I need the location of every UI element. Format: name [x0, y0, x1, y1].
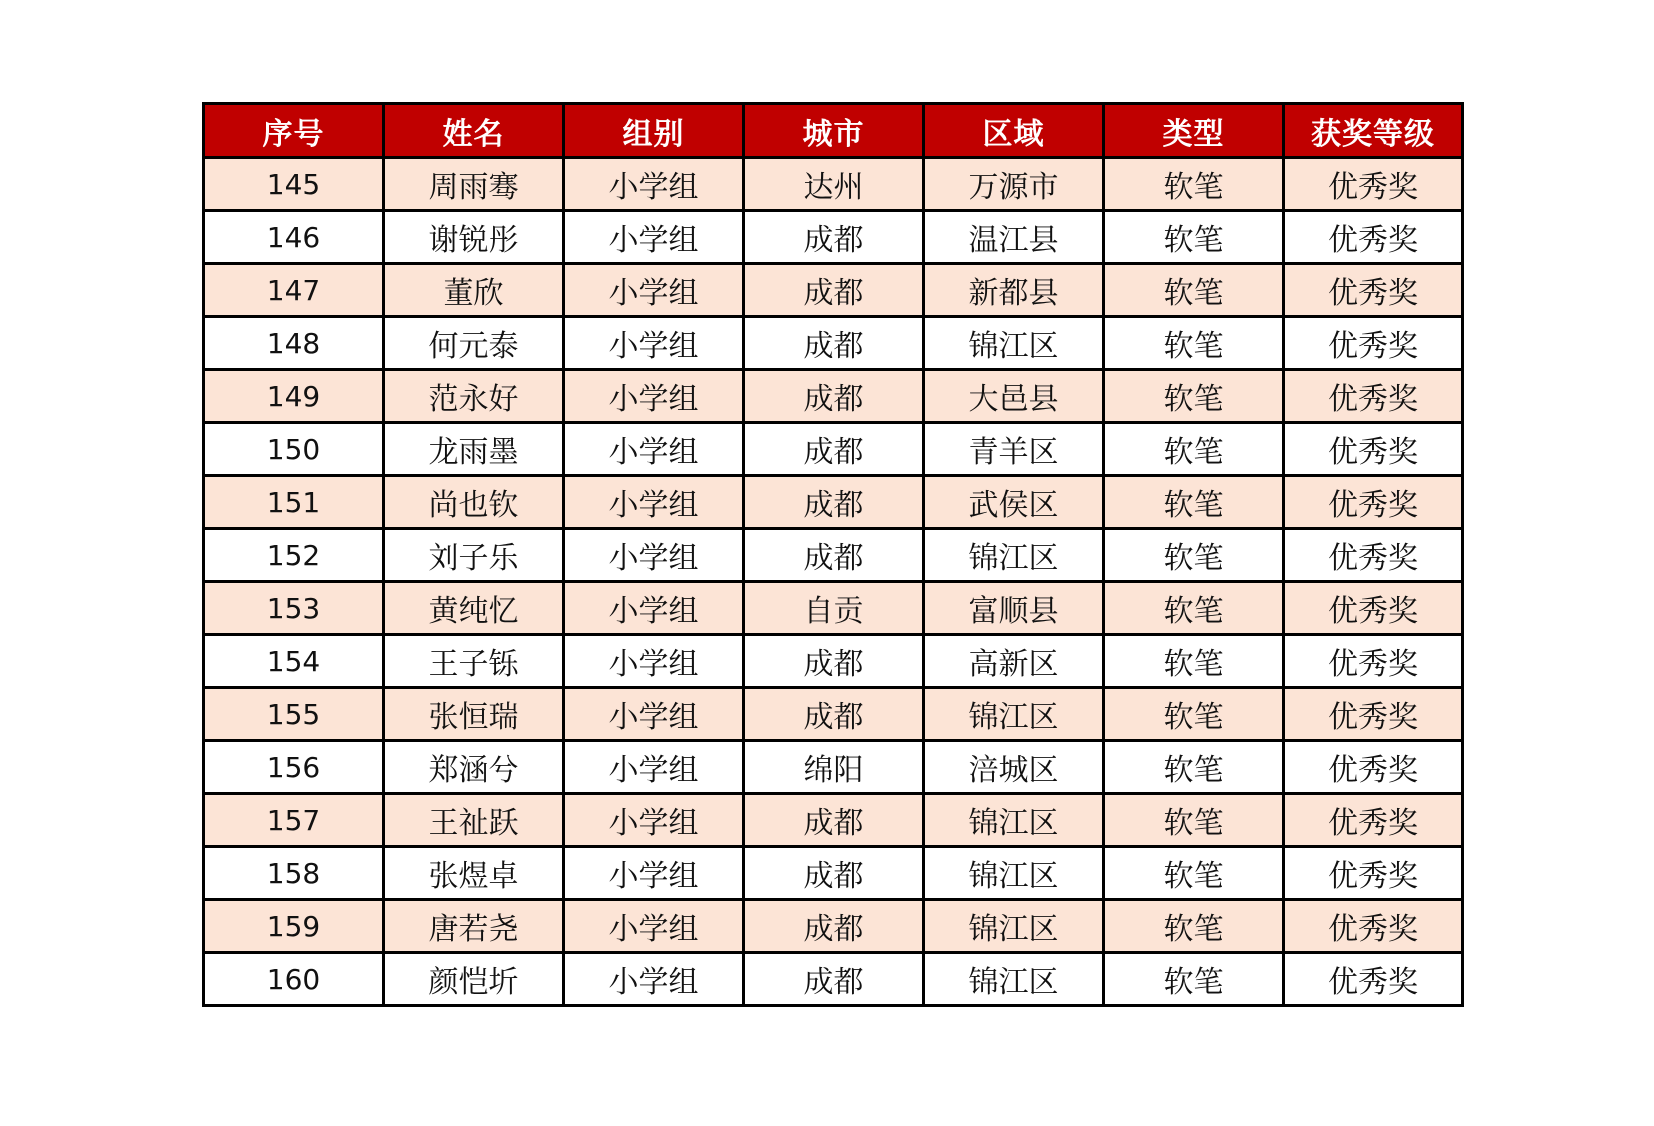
- award-level-cell: 优秀奖: [1284, 317, 1463, 370]
- award-level-cell: 优秀奖: [1284, 582, 1463, 635]
- district-cell: 新都县: [924, 264, 1104, 317]
- group-cell: 小学组: [564, 211, 744, 264]
- serial-number-cell: 154: [204, 635, 384, 688]
- district-cell: 温江县: [924, 211, 1104, 264]
- city-cell: 成都: [744, 635, 924, 688]
- serial-number-cell: 157: [204, 794, 384, 847]
- district-cell: 锦江区: [924, 847, 1104, 900]
- city-cell: 成都: [744, 900, 924, 953]
- district-cell: 锦江区: [924, 794, 1104, 847]
- table-row: [204, 370, 1463, 423]
- category-cell: 软笔: [1104, 953, 1284, 1006]
- award-level-cell: 优秀奖: [1284, 741, 1463, 794]
- city-cell: 成都: [744, 688, 924, 741]
- award-level-cell: 优秀奖: [1284, 476, 1463, 529]
- group-cell: 小学组: [564, 635, 744, 688]
- header-row: [204, 104, 1463, 158]
- award-level-cell: 优秀奖: [1284, 370, 1463, 423]
- district-cell: 万源市: [924, 158, 1104, 211]
- category-cell: 软笔: [1104, 688, 1284, 741]
- table-row: [204, 476, 1463, 529]
- serial-number-cell: 150: [204, 423, 384, 476]
- award-level-cell: 优秀奖: [1284, 635, 1463, 688]
- table-row: [204, 847, 1463, 900]
- name-cell: 王祉跃: [384, 794, 564, 847]
- award-level-cell: 优秀奖: [1284, 794, 1463, 847]
- table-row: [204, 794, 1463, 847]
- group-cell: 小学组: [564, 317, 744, 370]
- name-cell: 颜恺圻: [384, 953, 564, 1006]
- serial-number-cell: 147: [204, 264, 384, 317]
- column-header-category: 类型: [1104, 104, 1284, 158]
- category-cell: 软笔: [1104, 847, 1284, 900]
- category-cell: 软笔: [1104, 476, 1284, 529]
- table-row: [204, 529, 1463, 582]
- award-level-cell: 优秀奖: [1284, 264, 1463, 317]
- name-cell: 黄纯忆: [384, 582, 564, 635]
- award-level-cell: 优秀奖: [1284, 847, 1463, 900]
- city-cell: 成都: [744, 476, 924, 529]
- table-row: [204, 953, 1463, 1006]
- city-cell: 成都: [744, 264, 924, 317]
- category-cell: 软笔: [1104, 317, 1284, 370]
- name-cell: 王子铄: [384, 635, 564, 688]
- table-row: [204, 211, 1463, 264]
- serial-number-cell: 145: [204, 158, 384, 211]
- serial-number-cell: 152: [204, 529, 384, 582]
- group-cell: 小学组: [564, 582, 744, 635]
- serial-number-cell: 146: [204, 211, 384, 264]
- award-level-cell: 优秀奖: [1284, 529, 1463, 582]
- table-row: [204, 741, 1463, 794]
- table-row: [204, 264, 1463, 317]
- award-level-cell: 优秀奖: [1284, 900, 1463, 953]
- group-cell: 小学组: [564, 794, 744, 847]
- serial-number-cell: 149: [204, 370, 384, 423]
- group-cell: 小学组: [564, 158, 744, 211]
- column-header-group: 组别: [564, 104, 744, 158]
- name-cell: 范永好: [384, 370, 564, 423]
- district-cell: 锦江区: [924, 317, 1104, 370]
- name-cell: 谢锐彤: [384, 211, 564, 264]
- table-row: [204, 582, 1463, 635]
- district-cell: 青羊区: [924, 423, 1104, 476]
- city-cell: 成都: [744, 847, 924, 900]
- serial-number-cell: 153: [204, 582, 384, 635]
- award-level-cell: 优秀奖: [1284, 211, 1463, 264]
- group-cell: 小学组: [564, 476, 744, 529]
- category-cell: 软笔: [1104, 529, 1284, 582]
- group-cell: 小学组: [564, 953, 744, 1006]
- name-cell: 郑涵兮: [384, 741, 564, 794]
- city-cell: 成都: [744, 370, 924, 423]
- city-cell: 成都: [744, 423, 924, 476]
- group-cell: 小学组: [564, 688, 744, 741]
- award-level-cell: 优秀奖: [1284, 953, 1463, 1006]
- name-cell: 唐若尧: [384, 900, 564, 953]
- name-cell: 张煜卓: [384, 847, 564, 900]
- category-cell: 软笔: [1104, 423, 1284, 476]
- serial-number-cell: 148: [204, 317, 384, 370]
- column-header-district: 区域: [924, 104, 1104, 158]
- district-cell: 锦江区: [924, 953, 1104, 1006]
- name-cell: 龙雨墨: [384, 423, 564, 476]
- category-cell: 软笔: [1104, 741, 1284, 794]
- city-cell: 成都: [744, 211, 924, 264]
- award-list-table: [202, 102, 1464, 1007]
- table-row: [204, 688, 1463, 741]
- category-cell: 软笔: [1104, 370, 1284, 423]
- city-cell: 成都: [744, 529, 924, 582]
- table-row: [204, 423, 1463, 476]
- group-cell: 小学组: [564, 370, 744, 423]
- serial-number-cell: 159: [204, 900, 384, 953]
- city-cell: 成都: [744, 953, 924, 1006]
- city-cell: 自贡: [744, 582, 924, 635]
- group-cell: 小学组: [564, 529, 744, 582]
- district-cell: 武侯区: [924, 476, 1104, 529]
- city-cell: 达州: [744, 158, 924, 211]
- district-cell: 高新区: [924, 635, 1104, 688]
- group-cell: 小学组: [564, 741, 744, 794]
- city-cell: 成都: [744, 317, 924, 370]
- district-cell: 涪城区: [924, 741, 1104, 794]
- city-cell: 成都: [744, 794, 924, 847]
- category-cell: 软笔: [1104, 158, 1284, 211]
- category-cell: 软笔: [1104, 264, 1284, 317]
- district-cell: 锦江区: [924, 900, 1104, 953]
- serial-number-cell: 151: [204, 476, 384, 529]
- serial-number-cell: 155: [204, 688, 384, 741]
- group-cell: 小学组: [564, 900, 744, 953]
- city-cell: 绵阳: [744, 741, 924, 794]
- award-level-cell: 优秀奖: [1284, 688, 1463, 741]
- category-cell: 软笔: [1104, 635, 1284, 688]
- award-level-cell: 优秀奖: [1284, 423, 1463, 476]
- column-header-award-level: 获奖等级: [1284, 104, 1463, 158]
- category-cell: 软笔: [1104, 211, 1284, 264]
- serial-number-cell: 158: [204, 847, 384, 900]
- district-cell: 富顺县: [924, 582, 1104, 635]
- category-cell: 软笔: [1104, 900, 1284, 953]
- serial-number-cell: 160: [204, 953, 384, 1006]
- category-cell: 软笔: [1104, 582, 1284, 635]
- name-cell: 周雨骞: [384, 158, 564, 211]
- table-row: [204, 317, 1463, 370]
- table-row: [204, 635, 1463, 688]
- column-header-name: 姓名: [384, 104, 564, 158]
- name-cell: 张恒瑞: [384, 688, 564, 741]
- table-body: [204, 158, 1463, 1006]
- group-cell: 小学组: [564, 847, 744, 900]
- name-cell: 尚也钦: [384, 476, 564, 529]
- district-cell: 锦江区: [924, 688, 1104, 741]
- name-cell: 董欣: [384, 264, 564, 317]
- award-level-cell: 优秀奖: [1284, 158, 1463, 211]
- table-header: [204, 104, 1463, 158]
- name-cell: 何元泰: [384, 317, 564, 370]
- group-cell: 小学组: [564, 264, 744, 317]
- table-row: [204, 158, 1463, 211]
- district-cell: 锦江区: [924, 529, 1104, 582]
- table-row: [204, 900, 1463, 953]
- serial-number-cell: 156: [204, 741, 384, 794]
- category-cell: 软笔: [1104, 794, 1284, 847]
- column-header-serial-number: 序号: [204, 104, 384, 158]
- district-cell: 大邑县: [924, 370, 1104, 423]
- group-cell: 小学组: [564, 423, 744, 476]
- name-cell: 刘子乐: [384, 529, 564, 582]
- column-header-city: 城市: [744, 104, 924, 158]
